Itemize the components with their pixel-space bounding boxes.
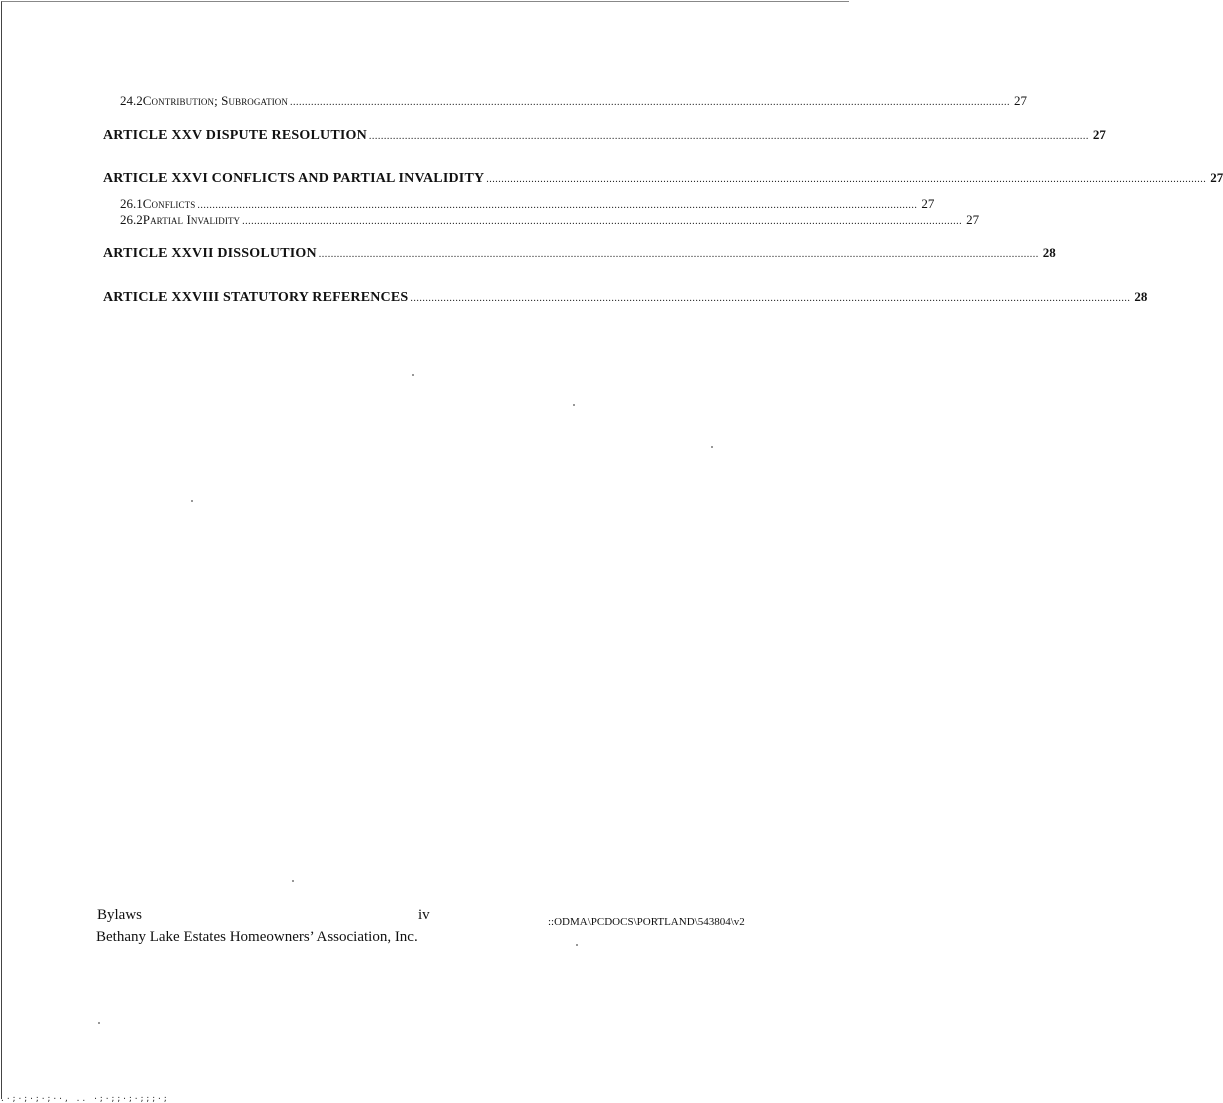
dot-leader bbox=[242, 216, 962, 227]
footer-page-number: iv bbox=[418, 907, 430, 923]
dot-leader bbox=[369, 131, 1089, 142]
toc-entry-26-2[interactable] bbox=[120, 212, 980, 228]
toc-entry-title: ARTICLE XXV DISPUTE RESOLUTION bbox=[103, 128, 367, 143]
toc-entry-title: ARTICLE XXVII DISSOLUTION bbox=[103, 246, 317, 261]
toc-entry-page: 27 bbox=[1014, 93, 1028, 108]
dot-leader bbox=[290, 97, 1010, 108]
toc-entry-page: 27 bbox=[1092, 127, 1106, 142]
dot-leader bbox=[197, 200, 917, 211]
dot-leader bbox=[486, 174, 1206, 185]
toc-entry-title: ARTICLE XXVIII STATUTORY REFERENCES bbox=[103, 290, 409, 305]
toc-entry-article-xxvi[interactable] bbox=[103, 170, 1223, 187]
toc-entry-number: 26.2 bbox=[120, 212, 143, 227]
footer-association-name: Bethany Lake Estates Homeowners’ Association, Inc. bbox=[96, 929, 418, 945]
toc-entry-number: 24.2 bbox=[120, 93, 143, 108]
toc-entry-title: Partial Invalidity bbox=[142, 212, 241, 227]
scan-speck bbox=[412, 374, 414, 376]
toc-entry-page: 27 bbox=[921, 196, 935, 211]
toc-entry-title: ARTICLE XXVI CONFLICTS AND PARTIAL INVALIDITY bbox=[103, 171, 485, 186]
scan-edge-noise: .·;·;·;·;··, .. ·;·;;·;·;;;·; bbox=[0, 1094, 169, 1103]
scan-speck bbox=[573, 404, 575, 406]
dot-leader bbox=[319, 249, 1039, 260]
toc-entry-page: 27 bbox=[966, 212, 980, 227]
toc-entry-page: 28 bbox=[1042, 245, 1056, 260]
toc-entry-article-xxv[interactable] bbox=[103, 127, 1106, 144]
toc-entry-page: 28 bbox=[1134, 289, 1148, 304]
toc-entry-title: Conflicts bbox=[142, 196, 196, 211]
scan-speck bbox=[292, 880, 294, 882]
scan-speck bbox=[98, 1022, 100, 1024]
dot-leader bbox=[410, 293, 1130, 304]
toc-entry-number: 26.1 bbox=[120, 196, 143, 211]
footer-doc-path: ::ODMA\PCDOCS\PORTLAND\543804\v2 bbox=[548, 916, 745, 928]
scan-speck bbox=[576, 944, 578, 946]
toc-entry-26-1[interactable] bbox=[120, 196, 935, 212]
scan-speck bbox=[711, 446, 713, 448]
toc-entry-article-xxvii[interactable] bbox=[103, 245, 1056, 262]
toc-entry-page: 27 bbox=[1210, 170, 1223, 185]
toc-entry-24-2[interactable] bbox=[120, 93, 1028, 109]
toc-entry-article-xxviii[interactable] bbox=[103, 289, 1148, 306]
scan-speck bbox=[191, 500, 193, 502]
toc-entry-title: Contribution; Subrogation bbox=[142, 93, 289, 108]
footer-doc-name: Bylaws bbox=[97, 907, 142, 923]
